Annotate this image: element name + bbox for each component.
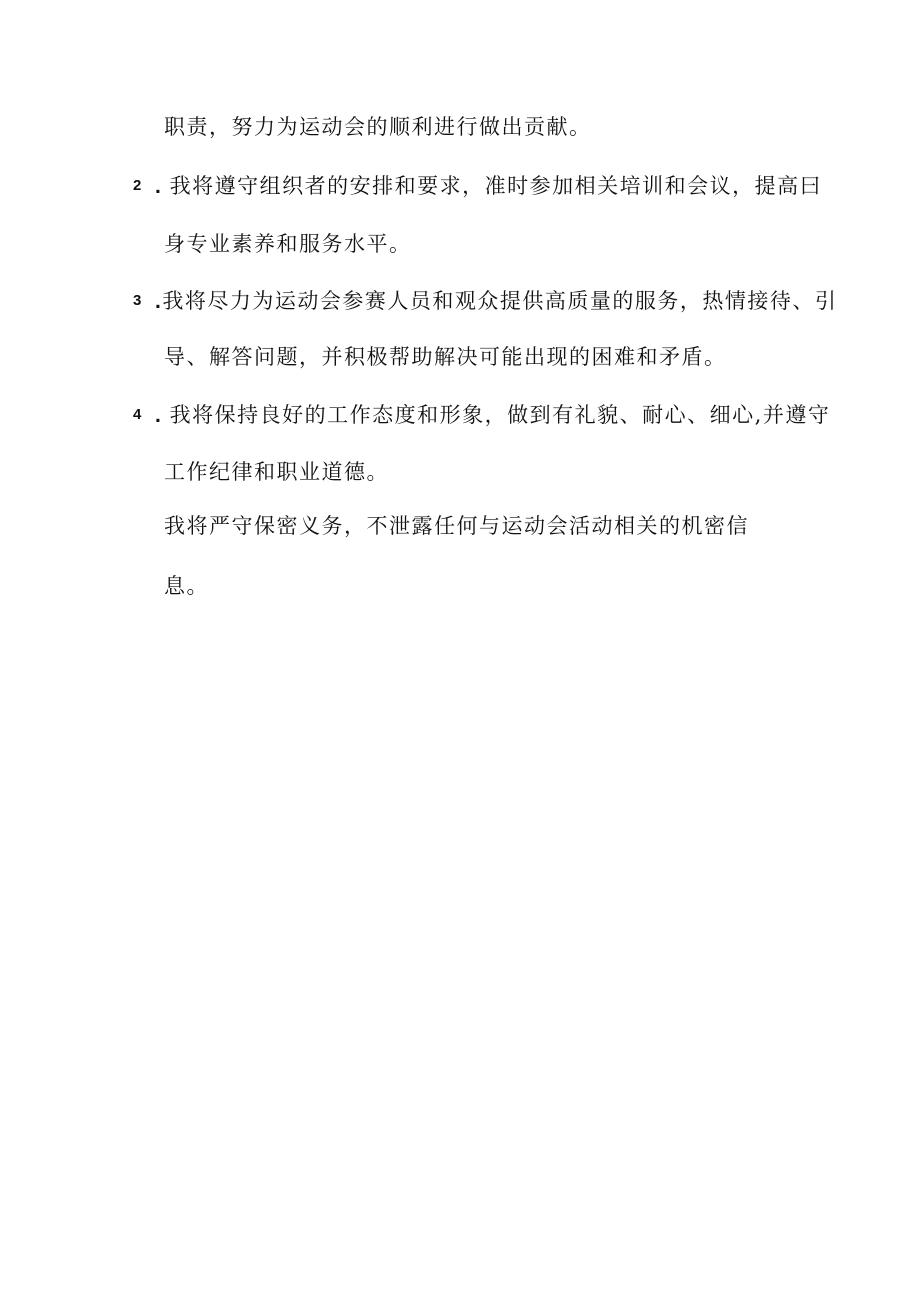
line-text: 我将遵守组织者的安排和要求，准时参加相关培训和会议，提高曰 [169, 174, 823, 198]
list-number: 3 [133, 292, 142, 309]
paragraph-line [164, 572, 209, 600]
line-text: 我将尽力为运动会参赛人员和观众提供高质量的服务，热情接待、引 [162, 289, 838, 313]
line-text: 息。 [164, 574, 209, 598]
paragraph-line [164, 512, 749, 540]
list-item-line [155, 287, 837, 316]
list-marker: . [155, 290, 163, 313]
list-marker: . [155, 175, 170, 198]
list-item-line [155, 401, 830, 430]
line-text: 工作纪律和职业道德。 [164, 460, 389, 484]
list-marker: . [155, 404, 170, 427]
paragraph-line [164, 113, 592, 141]
line-text: 身专业素养和服务水平。 [164, 232, 412, 256]
paragraph-line [164, 343, 727, 371]
line-text: 我将保持良好的工作态度和形象，做到有礼貌、耐心、细心,并遵守 [169, 403, 831, 427]
list-number: 2 [133, 177, 142, 194]
list-item-line [155, 172, 822, 201]
line-text: 职责，努力为运动会的顺利进行做出贡献。 [164, 115, 592, 139]
line-text: 我将严守保密义务，不泄露任何与运动会活动相关的机密信 [164, 514, 749, 538]
paragraph-line [164, 458, 389, 486]
paragraph-line [164, 230, 412, 258]
line-text: 导、解答问题，并积极帮助解决可能出现的困难和矛盾。 [164, 345, 727, 369]
list-number: 4 [133, 406, 142, 423]
